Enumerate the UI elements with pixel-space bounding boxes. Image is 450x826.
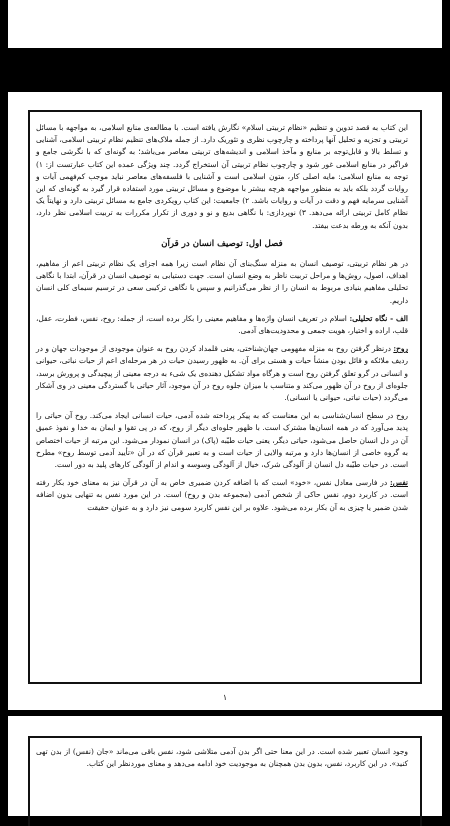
next-page-fragment <box>8 716 442 816</box>
paragraph-2-body: اسلام در تعریف انسان واژه‌ها و مفاهیم معینی را بکار برده است، از جمله: روح، نفس، فطرت، عقل، قلب، اراده و اختیار، هویت جمعی و محدودیت‌های آدمی. <box>36 313 408 336</box>
document-page <box>8 92 442 710</box>
paragraph-4: روح در سطح انسان‌شناسی به این معناست که به پیکر پرداخته شده آدمی، حیات انسانی ایجاد می‌کند. روح آن حیاتی را پدید می‌آورد که در همه انسان‌ها مشترک است. با ظهور جلوه‌ای دیگر از روح، که در پی تقوا و ایمان به خدا و نفوذ عمیق آن در دل انسان حاصل می‌شود، حیاتی دیگر، یعنی حیات طیّبه (پاک) در انسان نمودار می‌شود. این مرتبه از حیات اختصاص به گروه خاصی از انسان‌ها دارد و مرتبه والایی از حیات است و به تعبیر قرآن که در آن «تأیید آدمی توسط روح» مطرح است. در حیات طیّبه دل انسان از آلودگی شرک، خیال از آلودگی وسوسه و اندام از آلودگی کارهای پلید به دور است. <box>36 411 408 470</box>
paragraph-2 <box>36 313 408 337</box>
page-content <box>36 122 408 520</box>
paragraph-3 <box>36 343 408 404</box>
paragraph-5-lead: نفس: <box>390 478 408 488</box>
paragraph-5 <box>36 477 408 514</box>
paragraph-3-lead: روح: <box>393 344 408 354</box>
intro-paragraph: این کتاب به قصد تدوین و تنظیم «نظام تربیتی اسلام» نگارش یافته است. با مطالعه‌ی منابع اسلامی، به مواجهه با مسائل تربیتی و تجزیه و تحلیل آنها پرداخته و چارچوب نظری و تئوریک دارد. از جمله ملاک‌های تنظیم نظام تربیتی اسلامی، آشنایی و تسلط بالا و قابل‌توجه بر منابع و مآخذ اسلامی و اندیشه‌های تربیتی معاصر می‌باشد؛ به گونه‌ای که با نگرشی جامع و فراگیر در منابع اسلامی غور شود و چارچوب نظام تربیتی آن استخراج گردد. چند ویژگی عمده این کتاب عبارتست از: ۱) توجه به منابع اسلامی: مایه اصلی کار، متون اسلامی است و آشنایی با فلسفه‌های معاصر نباید موجب کم‌فهمی آیات و روایات گردد بلکه باید به منظور مواجهه هرچه بیشتر با موضوع و مسائل تربیتی مورد استفاده قرار گیرد به گونه‌ای که این آشنایی سرمایه فهم و دقت در آیات و روایات باشد. ۲) جامعیت: این کتاب رویکردی جامع به مسائل تربیتی دارد و نهایتاً یک نظام کامل تربیتی ارائه می‌دهد. ۳) نوپردازی: با نگاهی بدیع و نو و دوری از تکرار مکررات به تربیت اسلامی نظر دارد، بدون آنکه به ورطه بدعت بیفتد. <box>36 123 408 230</box>
paragraph-3-body: درنظر گرفتن روح به منزله مفهومی جهان‌شناختی، یعنی قلمداد کردن روح به عنوان موجودی از موجودات جهان و در ردیف ملائکه و قائل بودن منشأ حیات و هستی برای آن. به ظهور رسیدن حیات در هر مرحله‌ای اعم از حیات نباتی، حیوانی و انسانی در گرو تعلق گرفتن روح است و هرگاه مواد تشکیل دهنده‌ی یک شیء به درجه معینی از پیچیدگی و پرورش برسد، جلوه‌ای از روح در آن ظهور می‌کند و متناسب با میزان جلوه روح در آن موجود، آثار حیاتی با گستردگی معینی در وی آشکار می‌گردد (حیات نباتی، حیوانی یا انسانی). <box>36 344 408 403</box>
paragraph-2-lead: الف - نگاه تحلیلی: <box>349 313 408 323</box>
chapter-heading: فصل اول: توصیف انسان در قرآن <box>161 238 283 249</box>
paragraph-5-body: در فارسی معادل نفس، «خود» است که با اضافه کردن ضمیری خاص به آن در قرآن نیز به معنای خود بکار رفته است. در کاربرد دوم، نفس حاکی از شخص آدمی (مجموعه بدن و روح) است. در این مورد نفس به تنهایی بدون اضافه شدن ضمیر یا چیزی به آن بکار برده می‌شود. علاوه بر این نفس کاربرد سومی نیز دارد و به عنوان حقیقت <box>36 478 408 512</box>
previous-page-fragment <box>8 0 442 48</box>
next-page-text: وجود انسان تعبیر شده است. در این معنا حتی اگر بدن آدمی متلاشی شود، نفس باقی می‌ماند «جان (نفس) از بدن تهی کنید». در این کاربرد، نفس، بدون بدن همچنان به موجودیت خود ادامه می‌دهد و معنای موردنظر این کتاب. <box>36 747 408 769</box>
page-number: ۱ <box>222 693 228 702</box>
paragraph-1: در هر نظام تربیتی، توصیف انسان به منزله سنگ‌بنای آن نظام است زیرا همه اجزای یک نظام تربیتی اعم از مفاهیم، اهداف، اصول، روش‌ها و مراحل تربیت ناظر به وضع انسان است. جهت دستیابی به توصیف انسان در قرآن، ابتدا با نگاهی تحلیلی مفاهیم بنیادی مربوط به انسان را از نظر می‌گذرانیم و سپس با نگاهی ترکیبی سعی در ترسیم سیمای کلی انسان داریم. <box>36 259 408 305</box>
